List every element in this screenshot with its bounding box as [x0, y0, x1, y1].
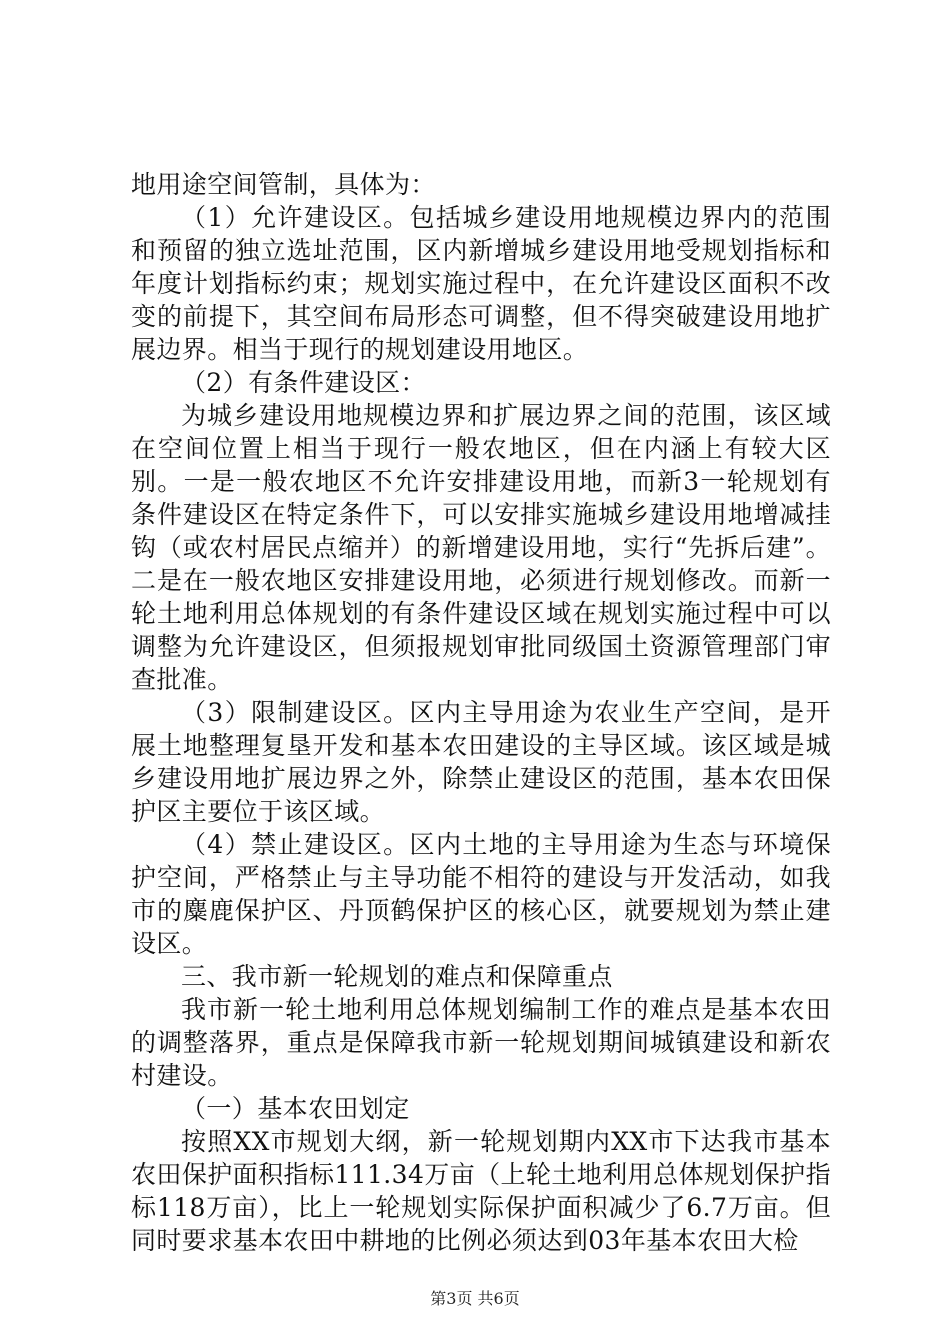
document-body — [131, 168, 831, 1257]
paragraph-restricted-zone: （3）限制建设区。区内主导用途为农业生产空间，是开展土地整理复垦开发和基本农田建设的主导区域。该区域是城乡建设用地扩展边界之外，除禁止建设区的范围，基本农田保护区主要位于该区域。 — [131, 698, 831, 826]
paragraph-farmland: 按照XX市规划大纲，新一轮规划期内XX市下达我市基本农田保护面积指标111.34万亩（上轮土地利用总体规划保护指标118万亩），比上一轮规划实际保护面积减少了6.7万亩。但同时要求基本农田中耕地的比例必须达到03年基本农田大检 — [131, 1127, 831, 1255]
paragraph-conditional-zone-heading: （2）有条件建设区： — [181, 368, 426, 397]
paragraph-difficulties: 我市新一轮土地利用总体规划编制工作的难点是基本农田的调整落界，重点是保障我市新一轮规划期间城镇建设和新农村建设。 — [131, 995, 831, 1090]
paragraph-prohibited-zone: （4）禁止建设区。区内土地的主导用途为生态与环境保护空间，严格禁止与主导功能不相符的建设与开发活动，如我市的麋鹿保护区、丹顶鹤保护区的核心区，就要规划为禁止建设区。 — [131, 830, 831, 958]
paragraph-intro: 地用途空间管制，具体为： — [131, 170, 436, 199]
paragraph-permitted-zone: （1）允许建设区。包括城乡建设用地规模边界内的范围和预留的独立选址范围，区内新增城乡建设用地受规划指标和年度计划指标约束；规划实施过程中，在允许建设区面积不改变的前提下，其空间布局形态可调整，但不得突破建设用地扩展边界。相当于现行的规划建设用地区。 — [131, 203, 831, 364]
section-heading-difficulties: 三、我市新一轮规划的难点和保障重点 — [181, 962, 613, 991]
paragraph-conditional-zone-body: 为城乡建设用地规模边界和扩展边界之间的范围，该区域在空间位置上相当于现行一般农地区，但在内涵上有较大区别。一是一般农地区不允许安排建设用地，而新3一轮规划有条件建设区在特定条件下，可以安排实施城乡建设用地增减挂钩（或农村居民点缩并）的新增建设用地，实行“先拆后建”。二是在一般农地区安排建设用地，必须进行规划修改。而新一轮土地利用总体规划的有条件建设区域在规划实施过程中可以调整为允许建设区，但须报规划审批同级国土资源管理部门审查批准。 — [131, 401, 831, 694]
page-number-footer: 第3页 共6页 — [430, 1289, 520, 1308]
subsection-heading-farmland: （一）基本农田划定 — [181, 1094, 410, 1123]
